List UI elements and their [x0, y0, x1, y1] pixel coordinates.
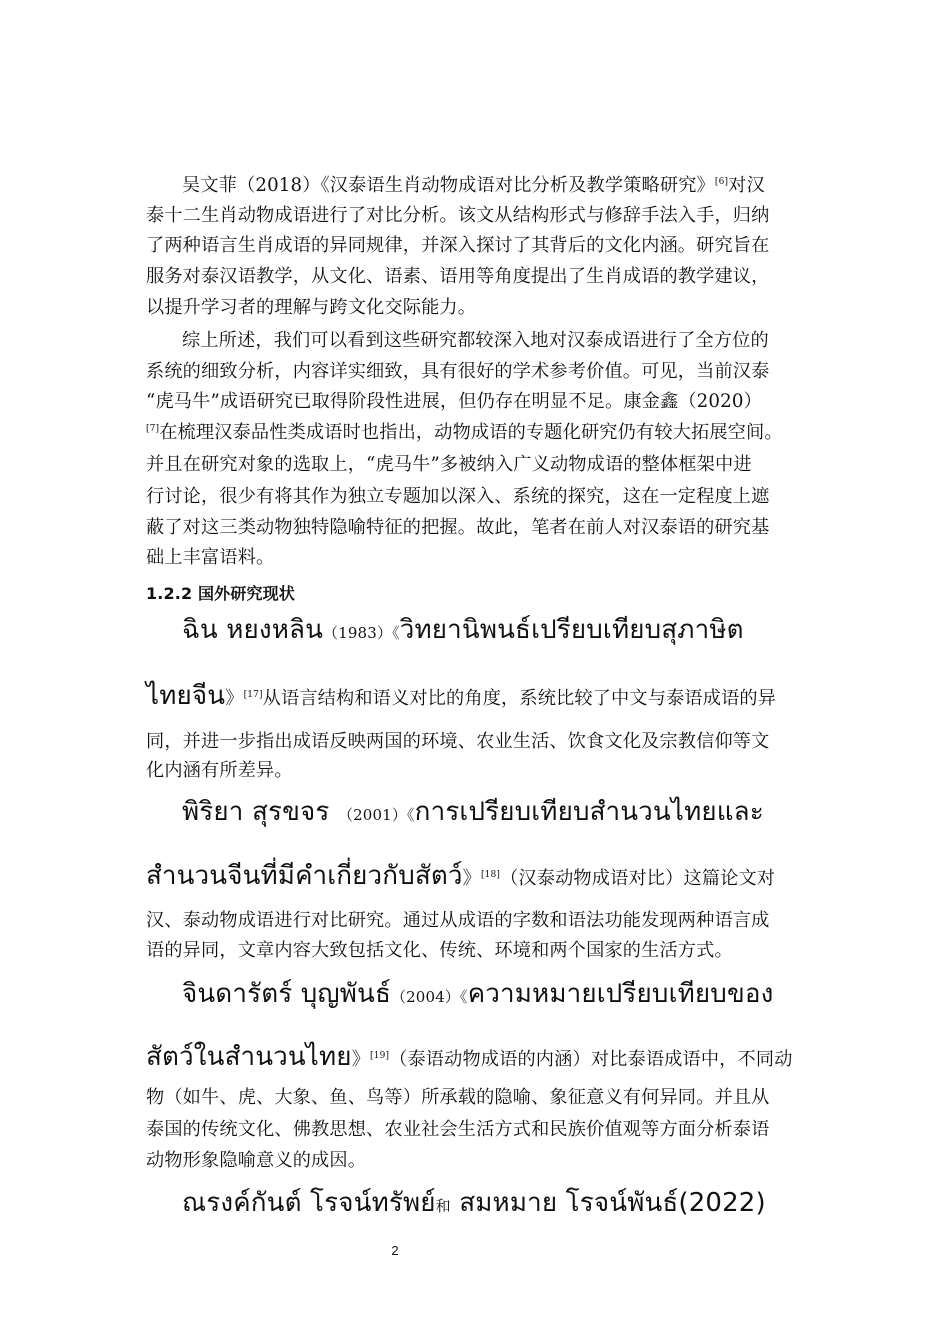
- text-segment: 行讨论，很少有将其作为独立专题加以深入、系统的探究，这在一定程度上遮: [146, 486, 770, 507]
- text-segment: （泰语动物成语的内涵）对比泰语成语中，不同动: [389, 1049, 793, 1070]
- text-segment: 服务对泰汉语教学，从文化、语素、语用等角度提出了生肖成语的教学建议，: [146, 266, 770, 287]
- page-number: 2: [391, 1243, 399, 1258]
- citation-marker: [6]: [714, 177, 729, 187]
- text-segment: （2001）《: [337, 806, 415, 824]
- citation-marker: [7]: [146, 424, 160, 434]
- text-segment: “虎马牛”成语研究已取得阶段性进展，但仍存在明显不足。康金鑫（2020）: [146, 391, 762, 412]
- body-line: [146, 390, 762, 414]
- body-line: [146, 759, 293, 783]
- reference-line: [182, 979, 774, 1009]
- text-segment: （汉泰动物成语对比）这篇论文对: [500, 868, 776, 889]
- text-segment: 以提升学习者的理解与跨文化交际能力。: [146, 297, 477, 318]
- body-line: [146, 1118, 769, 1142]
- text-segment: 》: [462, 868, 481, 889]
- body-line: [146, 546, 274, 570]
- text-segment: 化内涵有所差异。: [146, 760, 293, 781]
- citation-marker: [19]: [370, 1051, 390, 1061]
- thai-text: การเปรียบเทียบสำนวนไทยและ: [414, 797, 764, 827]
- thai-text: ณรงค์กันต์ โรจน์ทรัพย์: [182, 1188, 436, 1218]
- text-segment: 》: [351, 1049, 371, 1070]
- text-segment: 蔽了对这三类动物独特隐喻特征的把握。故此，笔者在前人对汉泰语的研究基: [146, 517, 770, 538]
- reference-line: [182, 797, 764, 827]
- text-segment: 综上所述，我们可以看到这些研究都较深入地对汉泰成语进行了全方位的: [182, 330, 769, 351]
- body-line: [146, 1086, 769, 1110]
- body-line: [146, 296, 476, 320]
- body-line: [146, 485, 769, 509]
- body-line: [146, 234, 769, 258]
- text-segment: 系统的细致分析，内容详实细致，具有很好的学术参考价值。可见，当前汉泰: [146, 361, 770, 382]
- text-segment: 并且在研究对象的选取上，“虎马牛”多被纳入广义动物成语的整体框架中进: [146, 454, 752, 475]
- body-line: [182, 174, 765, 198]
- citation-marker: [17]: [243, 690, 263, 700]
- thai-text: พิริยา สุรขจร: [182, 797, 338, 827]
- reference-line: [182, 1188, 766, 1218]
- text-segment: （1983）《: [323, 624, 400, 642]
- body-line: [146, 1149, 366, 1173]
- text-segment: 泰十二生肖动物成语进行了对比分析。该文从结构形式与修辞手法入手，归纳: [146, 205, 770, 226]
- citation-marker: [18]: [481, 870, 501, 880]
- text-segment: 在梳理汉泰品性类成语时也指出，动物成语的专题化研究仍有较大拓展空间。: [159, 422, 783, 443]
- thai-text: ไทยจีน: [146, 681, 226, 711]
- thai-text: สำนวนจีนที่มีคำเกี่ยวกับสัตว์: [146, 861, 463, 891]
- text-segment: 语的异同，文章内容大致包括文化、传统、环境和两个国家的生活方式。: [146, 940, 733, 961]
- text-segment: 从语言结构和语义对比的角度，系统比较了中文与泰语成语的异: [262, 688, 777, 709]
- thai-text: สัตว์ในสำนวนไทย: [146, 1042, 352, 1072]
- text-segment: 物（如牛、虎、大象、鱼、鸟等）所承载的隐喻、象征意义有何异同。并且从: [146, 1087, 770, 1108]
- text-segment: 泰国的传统文化、佛教思想、农业社会生活方式和民族价值观等方面分析泰语: [146, 1119, 770, 1140]
- body-line: [146, 516, 769, 540]
- text-segment: 》: [225, 688, 244, 709]
- body-line: [146, 453, 752, 477]
- text-segment: （2004）《: [390, 988, 468, 1006]
- text-segment: 础上丰富语料。: [146, 547, 275, 568]
- body-line: [146, 730, 769, 754]
- body-line: [146, 909, 769, 933]
- text-segment: 汉、泰动物成语进行对比研究。通过从成语的字数和语法功能发现两种语言成: [146, 910, 770, 931]
- thai-text: จินดารัตร์ บุญพันธ์: [182, 979, 391, 1009]
- thai-text: สมหมาย โรจน์พันธ์(2022): [450, 1188, 766, 1218]
- thai-text: วิทยานิพนธ์เปรียบเทียบสุภาษิต: [399, 615, 744, 645]
- reference-line: [182, 615, 744, 645]
- body-line: [146, 265, 769, 289]
- thai-text: ความหมายเปรียบเทียบของ: [467, 979, 774, 1009]
- body-line: [182, 329, 769, 353]
- body-line: [146, 939, 733, 963]
- text-segment: 吴文菲（2018）《汉泰语生肖动物成语对比分析及教学策略研究》: [182, 175, 715, 196]
- text-segment: 和: [435, 1197, 451, 1215]
- text-segment: 同，并进一步指出成语反映两国的环境、农业生活、饮食文化及宗教信仰等文: [146, 731, 770, 752]
- section-heading: [146, 582, 295, 606]
- text-segment: 了两种语言生肖成语的异同规律，并深入探讨了其背后的文化内涵。研究旨在: [146, 235, 770, 256]
- reference-line: [146, 1042, 793, 1072]
- thai-text: ฉิน หยงหลิน: [182, 615, 324, 645]
- text-segment: 1.2.2 国外研究现状: [146, 584, 295, 603]
- body-line: [146, 204, 769, 228]
- reference-line: [146, 861, 776, 891]
- body-line: [146, 421, 783, 445]
- reference-line: [146, 681, 777, 711]
- text-segment: 动物形象隐喻意义的成因。: [146, 1150, 367, 1171]
- text-segment: 对汉: [728, 175, 765, 196]
- body-line: [146, 360, 769, 384]
